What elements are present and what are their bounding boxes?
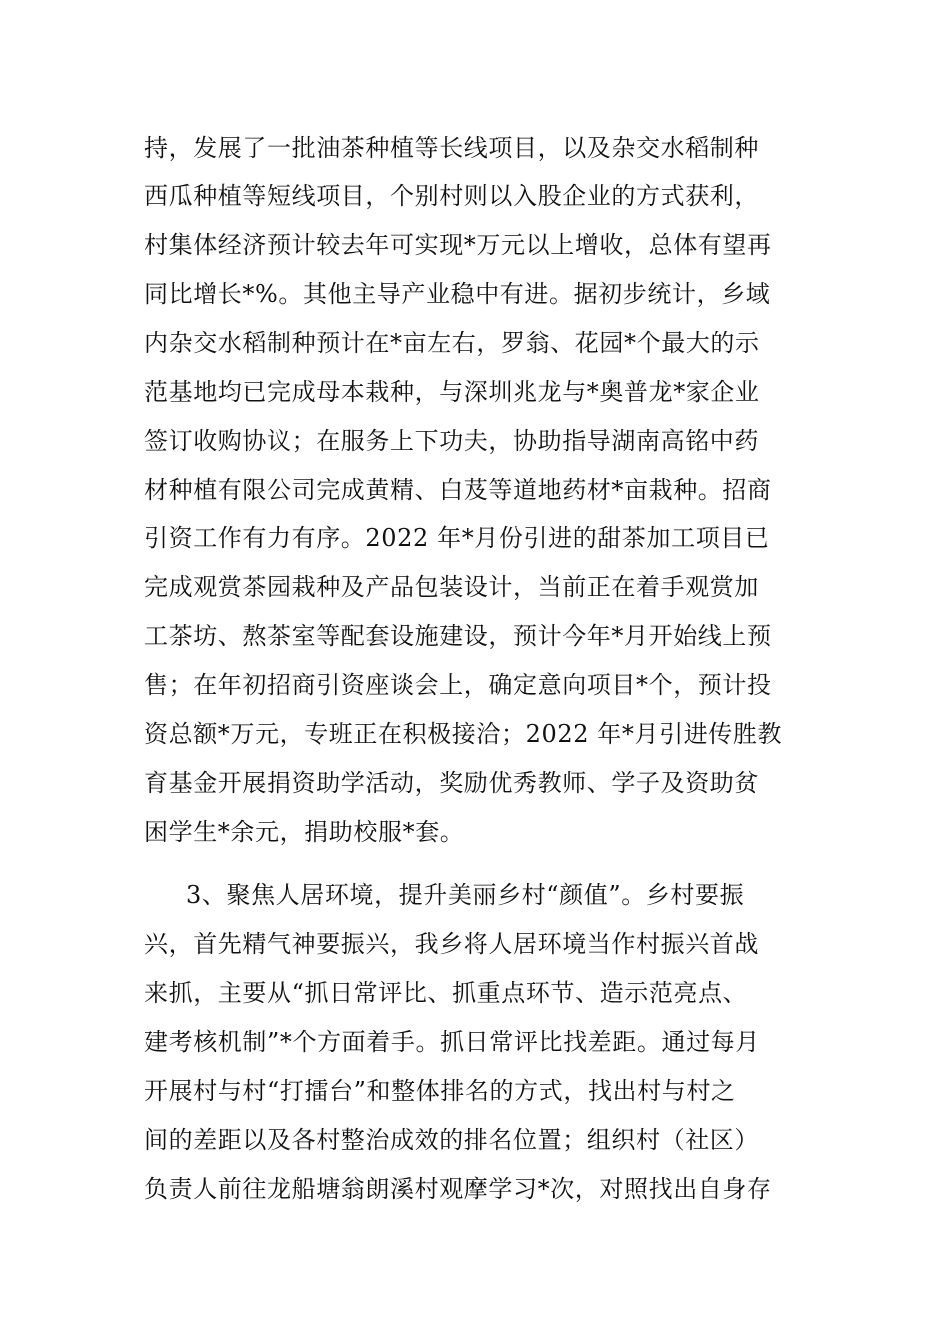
text-line: 内杂交水稻制种预计在*亩左右，罗翁、花园*个最大的示 [144, 329, 760, 357]
text-line: 完成观赏茶园栽种及产品包装设计，当前正在着手观赏加 [144, 573, 759, 601]
text-line: 间的差距以及各村整治成效的排名位置；组织村（社区） [144, 1126, 759, 1154]
text-line: 范基地均已完成母本栽种，与深圳兆龙与*奥普龙*家企业 [144, 378, 760, 406]
text-line: 开展村与村“打擂台”和整体排名的方式，找出村与村之 [144, 1077, 736, 1105]
text-line: 材种植有限公司完成黄精、白芨等道地药材*亩栽种。招商 [144, 476, 772, 504]
text-line: 持，发展了一批油茶种植等长线项目，以及杂交水稻制种 [144, 134, 759, 162]
text-line: 资总额*万元，专班正在积极接洽；2022 年*月引进传胜教 [144, 720, 783, 748]
text-line: 引资工作有力有序。2022 年*月份引进的甜茶加工项目已 [144, 524, 770, 552]
text-line: 西瓜种植等短线项目，个别村则以入股企业的方式获利， [144, 182, 759, 210]
paragraph-heading-line: 3、聚焦人居环境，提升美丽乡村“颜值”。乡村要振 [186, 881, 745, 909]
text-line: 育基金开展捐资助学活动，奖励优秀教师、学子及资助贫 [144, 769, 759, 797]
text-line: 村集体经济预计较去年可实现*万元以上增收，总体有望再 [144, 231, 772, 259]
text-line: 来抓，主要从“抓日常评比、抓重点环节、造示范亮点、 [144, 979, 748, 1007]
text-line: 售；在年初招商引资座谈会上，确定意向项目*个，预计投 [144, 671, 772, 699]
text-line: 同比增长*%。其他主导产业稳中有进。据初步统计，乡域 [144, 280, 771, 308]
text-line: 兴，首先精气神要振兴，我乡将人居环境当作村振兴首战 [144, 930, 759, 958]
text-line: 负责人前往龙船塘翁朗溪村观摩学习*次，对照找出自身存 [144, 1175, 772, 1203]
text-line: 签订收购协议；在服务上下功夫，协助指导湖南高铭中药 [144, 427, 759, 455]
text-line: 建考核机制”*个方面着手。抓日常评比找差距。通过每月 [144, 1028, 760, 1056]
text-line: 困学生*余元，捐助校服*套。 [144, 818, 465, 846]
text-line: 工茶坊、熬茶室等配套设施建设，预计今年*月开始线上预 [144, 622, 772, 650]
